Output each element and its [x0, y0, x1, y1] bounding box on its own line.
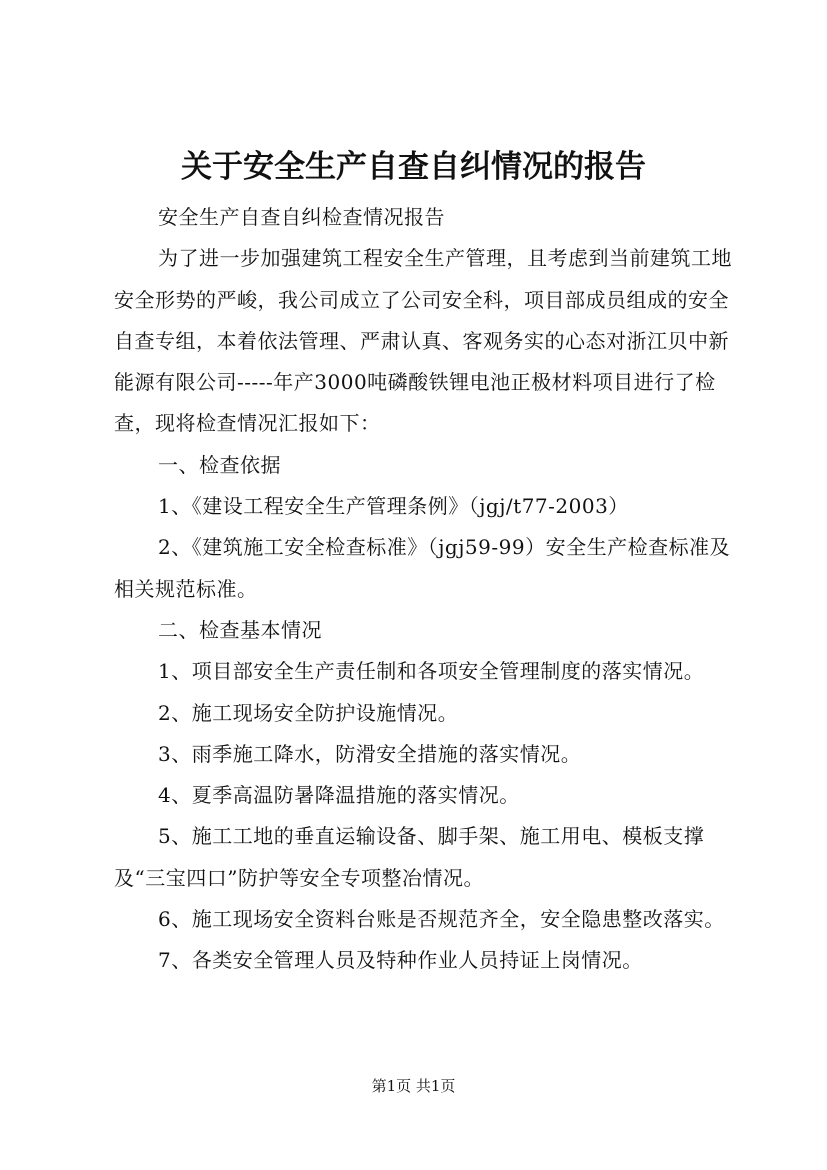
situation-item-2: 2、施工现场安全防护设施情况。	[158, 700, 459, 725]
basis-item-2: 2、《建筑施工安全检查标准》（jgj59-99）安全生产检查标准及相关规范标准。	[114, 535, 731, 601]
situation-item-5: 5、施工工地的垂直运输设备、脚手架、施工用电、模板支撑及“三宝四口”防护等安全专项整冶情况。	[114, 824, 705, 890]
paragraph-intro: 为了进一步加强建筑工程安全生产管理，且考虑到当前建筑工地安全形势的严峻，我公司成立了公司安全科，项目部成员组成的安全自查专组，本着依法管理、严肃认真、客观务实的心态对浙江贝中新能源有限公司-----年产3000吨磷酸铁锂电池正极材料项目进行了检查，现将检查情况汇报如下：	[114, 246, 732, 436]
document-body	[114, 197, 744, 982]
section-heading-basis: 一、检查依据	[158, 452, 281, 477]
page-footer: 第1页 共1页	[371, 1077, 456, 1095]
situation-item-1: 1、项目部安全生产责任制和各项安全管理制度的落实情况。	[158, 659, 705, 684]
situation-item-7: 7、各类安全管理人员及特种作业人员持证上岗情况。	[158, 948, 643, 973]
situation-item-4: 4、夏季高温防暑降温措施的落实情况。	[158, 783, 520, 808]
document-title: 关于安全生产自查自纠情况的报告	[181, 149, 646, 185]
basis-item-1: 1、《建设工程安全生产管理条例》（jgj/t77-2003）	[158, 494, 629, 519]
paragraph-subtitle: 安全生产自查自纠检查情况报告	[158, 205, 445, 229]
section-heading-situation: 二、检查基本情况	[158, 617, 322, 642]
situation-item-3: 3、雨季施工降水，防滑安全措施的落实情况。	[158, 741, 582, 766]
situation-item-6: 6、施工现场安全资料台账是否规范齐全，安全隐患整改落实。	[158, 907, 725, 932]
